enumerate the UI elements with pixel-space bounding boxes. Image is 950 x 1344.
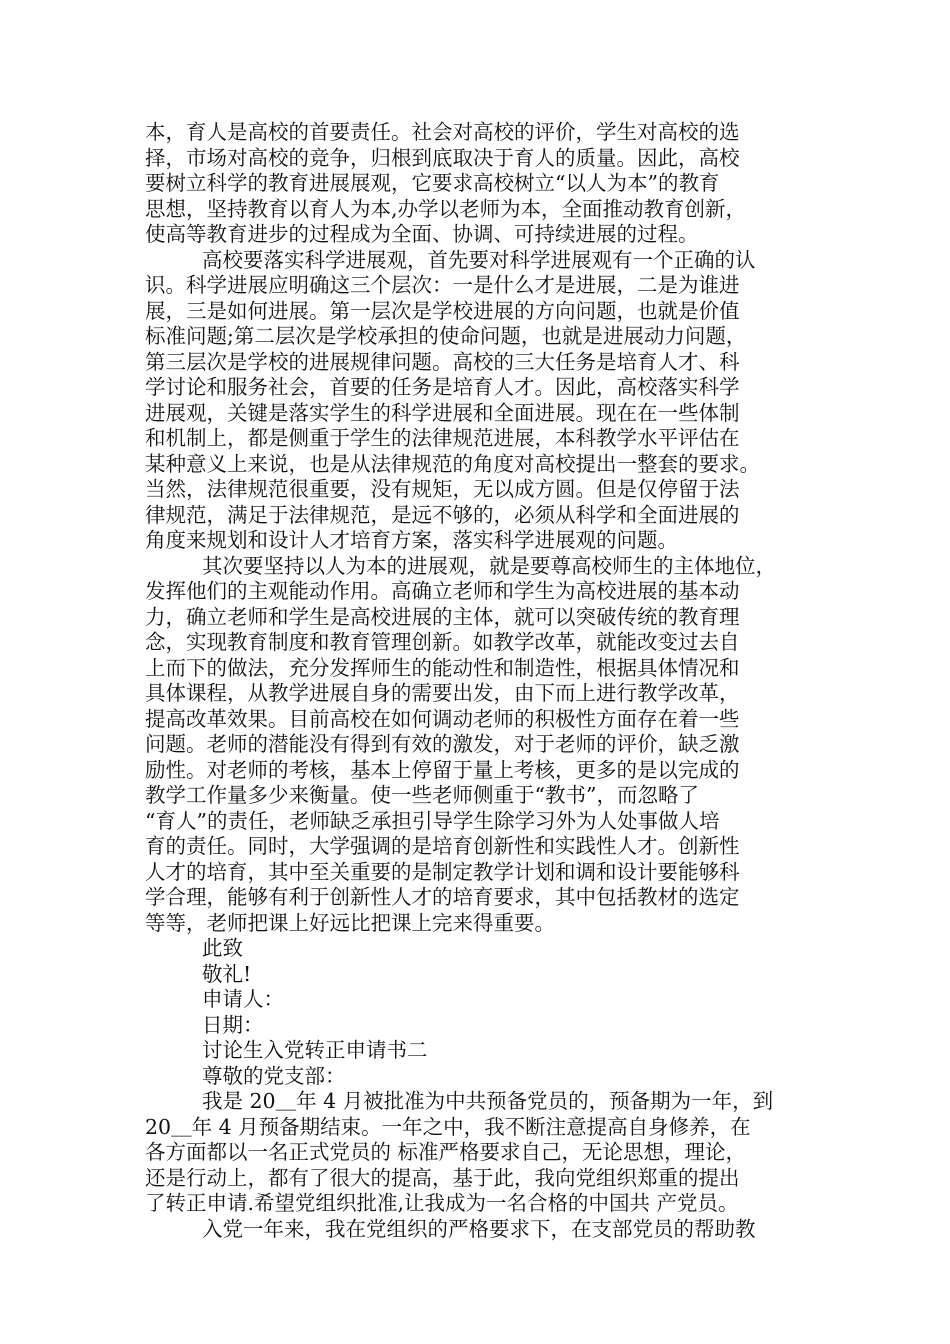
text-line: 角度来规划和设计人才培育方案，落实科学进展观的问题。 xyxy=(145,528,678,552)
text-line: 展，三是如何进展。第一层次是学校进展的方向问题，也就是价值 xyxy=(145,298,740,323)
text-line: 第三层次是学校的进展规律问题。高校的三大任务是培育人才、科 xyxy=(145,349,740,374)
text-line: 和机制上，都是侧重于学生的法律规范进展，本科教学水平评估在 xyxy=(145,426,740,450)
text-line: 学合理，能够有利于创新性人才的培育要求，其中包括教材的选定 xyxy=(145,885,740,909)
text-line: 日期： xyxy=(202,1012,264,1037)
text-line: 还是行动上，都有了很大的提高，基于此，我向党组织郑重的提出 xyxy=(145,1165,740,1190)
text-line: 具体课程，从教学进展自身的需要出发，由下而上进行教学改革， xyxy=(145,681,740,705)
text-line: 人才的培育，其中至关重要的是制定教学计划和调和设计要能够科 xyxy=(145,859,740,884)
text-line: 此致 xyxy=(202,936,243,960)
text-line: 敬礼! xyxy=(202,961,252,986)
text-line: 其次要坚持以人为本的进展观，就是要尊高校师生的主体地位， xyxy=(202,553,776,578)
text-line: 育的责任。同时，大学强调的是培育创新性和实践性人才。创新性 xyxy=(145,834,740,858)
text-line: 要树立科学的教育进展展观，它要求高校树立“以人为本”的教育 xyxy=(145,171,720,195)
text-line: 力，确立老师和学生是高校进展的主体，就可以突破传统的教育理 xyxy=(145,604,740,629)
text-line: 教学工作量多少来衡量。使一些老师侧重于“教书”，而忽略了 xyxy=(145,783,699,807)
text-line: 当然，法律规范很重要，没有规矩，无以成方圆。但是仅停留于法 xyxy=(145,477,740,501)
text-line: 某种意义上来说，也是从法律规范的角度对高校提出一整套的要求。 xyxy=(145,451,760,476)
text-line: 尊敬的党支部： xyxy=(202,1063,346,1088)
text-line: 标准问题;第二层次是学校承担的使命问题，也就是进展动力问题， xyxy=(145,324,747,348)
text-line: “育人”的责任，老师缺乏承担引导学生除学习外为人处事做人培 xyxy=(145,808,720,833)
text-line: 问题。老师的潜能没有得到有效的激发，对于老师的评价，缺乏激 xyxy=(145,732,740,756)
text-line: 等等，老师把课上好远比把课上完来得重要。 xyxy=(145,910,555,935)
text-line: 申请人： xyxy=(202,987,284,1011)
text-line: 20＿年 4 月预备期结束。一年之中，我不断注意提高自身修养，在 xyxy=(145,1114,751,1139)
text-line: 高校要落实科学进展观，首先要对科学进展观有一个正确的认 xyxy=(202,247,756,272)
text-line: 上而下的做法，充分发挥师生的能动性和制造性，根据具体情况和 xyxy=(145,655,740,680)
document-body xyxy=(145,120,810,1242)
text-line: 学讨论和服务社会，首要的任务是培育人才。因此，高校落实科学 xyxy=(145,375,740,399)
text-line: 励性。对老师的考核，基本上停留于量上考核，更多的是以完成的 xyxy=(145,757,740,782)
text-line: 了转正申请.希望党组织批准,让我成为一名合格的中国共 产党员。 xyxy=(145,1191,739,1215)
text-line: 讨论生入党转正申请书二 xyxy=(202,1038,428,1062)
text-line: 入党一年来，我在党组织的严格要求下，在支部党员的帮助教 xyxy=(202,1216,756,1241)
text-line: 择，市场对高校的竞争，归根到底取决于育人的质量。因此，高校 xyxy=(145,145,740,170)
text-line: 本，育人是高校的首要责任。社会对高校的评价，学生对高校的选 xyxy=(145,120,740,144)
text-line: 发挥他们的主观能动作用。高确立老师和学生为高校进展的基本动 xyxy=(145,579,740,603)
text-line: 进展观，关键是落实学生的科学进展和全面进展。现在在一些体制 xyxy=(145,400,740,425)
text-line: 使高等教育进步的过程成为全面、协调、可持续进展的过程。 xyxy=(145,222,699,246)
text-line: 识。科学进展应明确这三个层次：一是什么才是进展，二是为谁进 xyxy=(145,273,740,297)
text-line: 思想，坚持教育以育人为本,办学以老师为本，全面推动教育创新， xyxy=(145,196,747,221)
text-line: 律规范，满足于法律规范，是远不够的，必须从科学和全面进展的 xyxy=(145,502,740,527)
text-line: 我是 20＿年 4 月被批准为中共预备党员的，预备期为一年，到 xyxy=(202,1089,774,1113)
text-line: 提高改革效果。目前高校在如何调动老师的积极性方面存在着一些 xyxy=(145,706,740,731)
text-line: 念，实现教育制度和教育管理创新。如教学改革，就能改变过去自 xyxy=(145,630,740,654)
text-line: 各方面都以一名正式党员的 标准严格要求自己，无论思想，理论， xyxy=(145,1140,747,1164)
